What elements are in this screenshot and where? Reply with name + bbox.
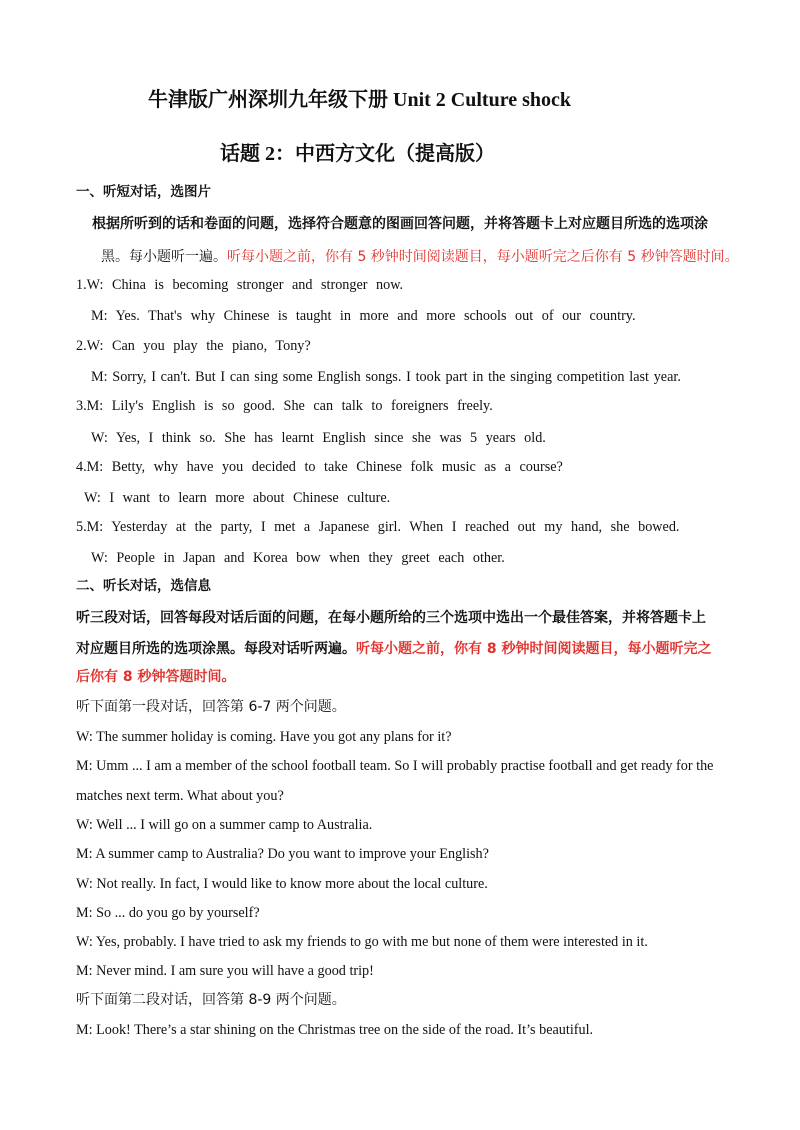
dialogue-line: W: Not really. In fact, I would like to know more about the local culture. xyxy=(76,876,488,892)
dialogue-line: 4.M: Betty, why have you decided to take Chinese folk music as a course? xyxy=(76,459,563,475)
section1-instruction-cont xyxy=(101,248,739,264)
section2-heading: 二、听长对话，选信息 xyxy=(76,578,211,594)
dialogue-line: M: Sorry, I can't. But I can sing some English songs. I took part in the singing competition last year. xyxy=(91,369,681,385)
dialogue-line: M: Yes. That's why Chinese is taught in more and more schools out of our country. xyxy=(91,308,636,324)
document-title: 牛津版广州深圳九年级下册 Unit 2 Culture shock xyxy=(148,89,571,111)
instruction-black-text: 黑。每小题听一遍。 xyxy=(101,249,227,265)
section1-heading: 一、听短对话，选图片 xyxy=(76,184,211,200)
dialogue-line: 3.M: Lily's English is so good. She can talk to foreigners freely. xyxy=(76,398,493,414)
instruction-red-text: 听每小题之前，你有 5 秒钟时间阅读题目，每小题听完之后你有 5 秒钟答题时间。 xyxy=(227,249,739,265)
dialogue-line: 2.W: Can you play the piano, Tony? xyxy=(76,338,311,354)
dialogue-line: matches next term. What about you? xyxy=(76,788,284,804)
dialogue-line: M: A summer camp to Australia? Do you want to improve your English? xyxy=(76,846,489,862)
instruction-black-text: 对应题目所选的选项涂黑。每段对话听两遍。 xyxy=(76,641,356,657)
dialogue-line: M: So ... do you go by yourself? xyxy=(76,905,260,921)
section2-instruction: 听三段对话，回答每段对话后面的问题，在每小题所给的三个选项中选出一个最佳答案，并将答题卡上 xyxy=(76,610,706,626)
instruction-red-text: 听每小题之前，你有 8 秒钟时间阅读题目，每小题听完之 xyxy=(356,641,712,657)
dialogue-line: W: The summer holiday is coming. Have you got any plans for it? xyxy=(76,729,452,745)
dialogue-line: 5.M: Yesterday at the party, I met a Japanese girl. When I reached out my hand, she bowed. xyxy=(76,519,680,535)
section2-instruction-line2 xyxy=(76,640,712,656)
dialogue-line: W: I want to learn more about Chinese culture. xyxy=(84,490,391,506)
section2-instruction-line3: 后你有 8 秒钟答题时间。 xyxy=(76,669,236,685)
dialogue-line: W: Yes, probably. I have tried to ask my friends to go with me but none of them were interested in it. xyxy=(76,934,648,950)
dialogue-line: M: Umm ... I am a member of the school football team. So I will probably practise football and get ready for the xyxy=(76,758,714,774)
dialogue-line: W: Yes, I think so. She has learnt English since she was 5 years old. xyxy=(91,430,546,446)
dialogue2-intro: 听下面第二段对话，回答第 8-9 两个问题。 xyxy=(76,992,346,1008)
dialogue-line: M: Never mind. I am sure you will have a good trip! xyxy=(76,963,374,979)
dialogue-line: W: Well ... I will go on a summer camp to Australia. xyxy=(76,817,373,833)
document-subtitle: 话题 2：中西方文化（提高版） xyxy=(220,143,495,165)
dialogue-line: M: Look! There’s a star shining on the Christmas tree on the side of the road. It’s beautiful. xyxy=(76,1022,594,1038)
dialogue-line: W: People in Japan and Korea bow when they greet each other. xyxy=(91,550,505,566)
dialogue1-intro: 听下面第一段对话，回答第 6-7 两个问题。 xyxy=(76,699,346,715)
section1-instruction: 根据所听到的话和卷面的问题，选择符合题意的图画回答问题，并将答题卡上对应题目所选的选项涂 xyxy=(92,216,708,232)
dialogue-line: 1.W: China is becoming stronger and stronger now. xyxy=(76,277,404,293)
